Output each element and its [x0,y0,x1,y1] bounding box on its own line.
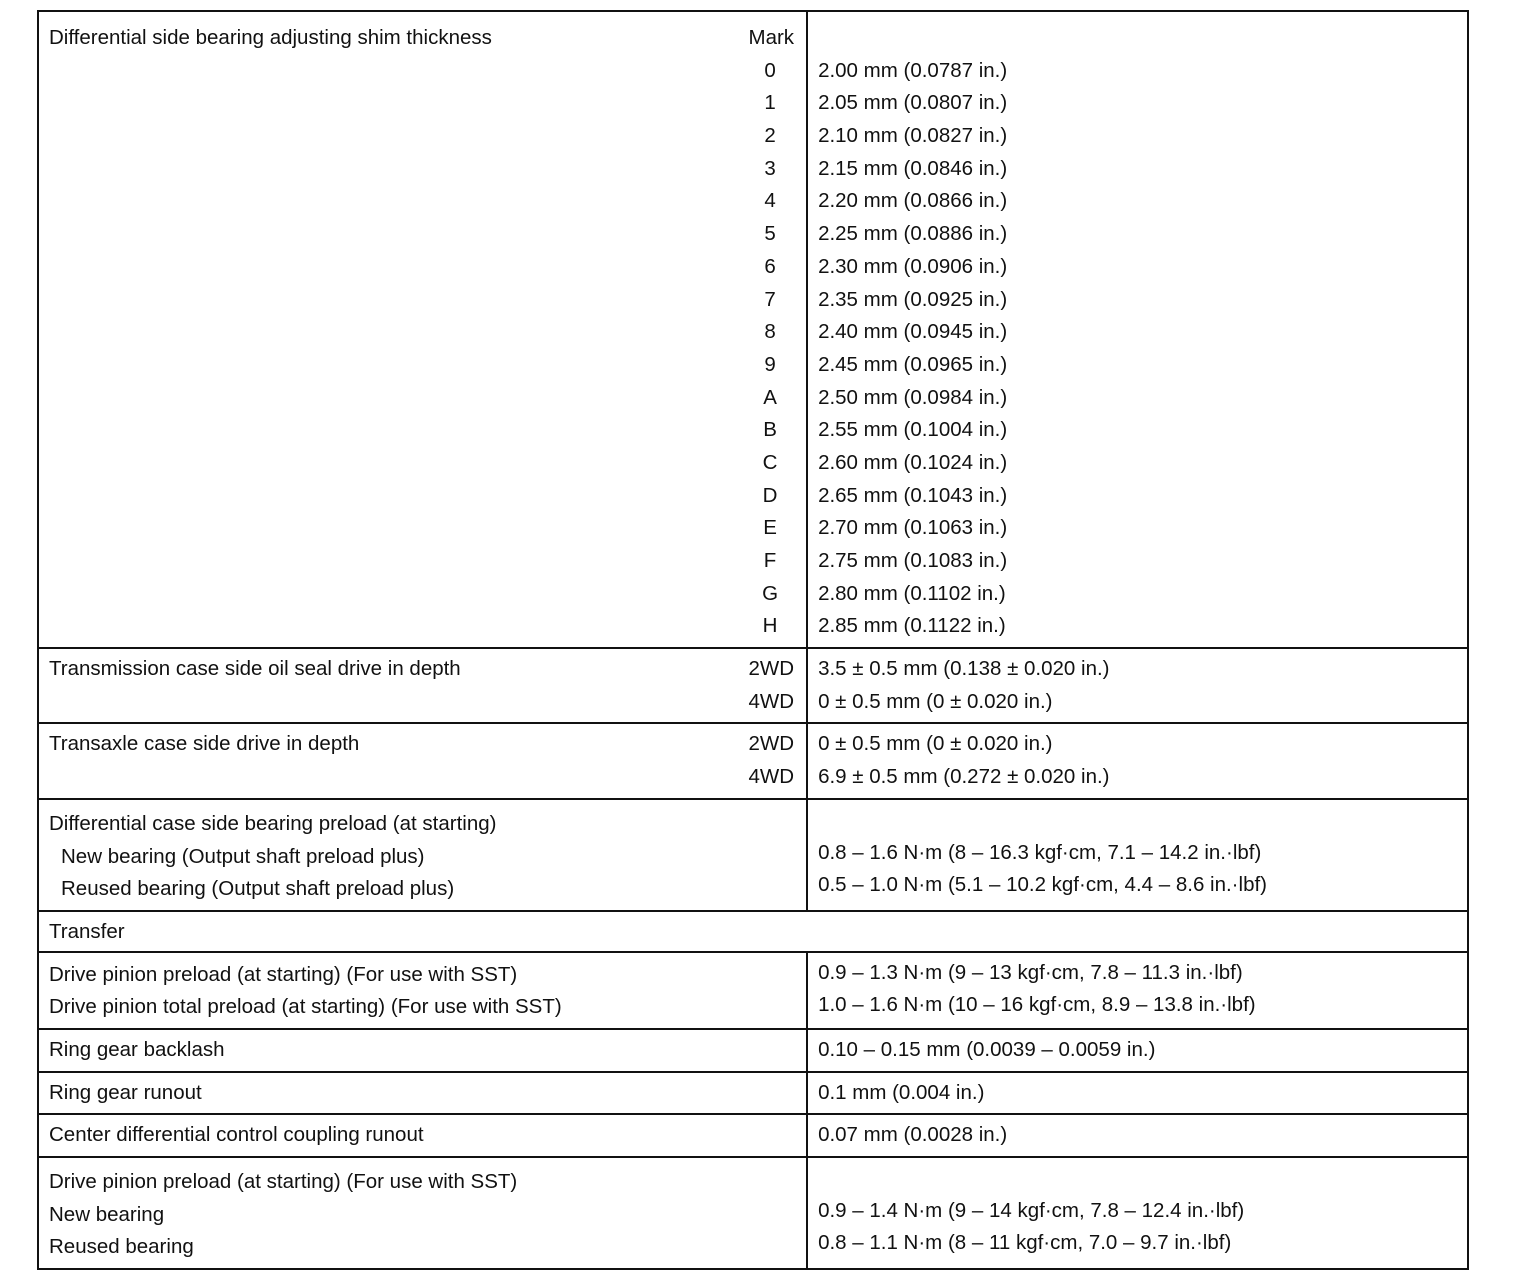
pinion-sst-value-cell [807,952,1468,1029]
shim-value: 2.50 mm (0.0984 in.) [818,385,1008,409]
transaxle-depth-value-cell [807,723,1468,798]
shim-value: 2.30 mm (0.0906 in.) [818,254,1008,278]
shim-header-line [39,22,806,55]
runout-value-cell [807,1072,1468,1115]
shim-value: 2.05 mm (0.0807 in.) [818,91,1008,115]
backlash-label-cell [38,1029,807,1072]
trans-seal-tag: 2WD [748,657,795,681]
spec-table [37,10,1469,1270]
runout-value: 0.1 mm (0.004 in.) [818,1080,985,1104]
transaxle-depth-label: Transaxle case side drive in depth [49,732,360,756]
shim-mark: 6 [764,254,776,278]
shim-mark: D [762,483,778,507]
diff-preload-title: Differential case side bearing preload (at starting) [49,811,497,835]
shim-value: 2.15 mm (0.0846 in.) [818,156,1008,180]
pinion-preload-title: Drive pinion preload (at starting) (For use with SST) [49,1170,518,1193]
shim-value: 2.60 mm (0.1024 in.) [818,450,1008,474]
transaxle-depth-tag: 2WD [748,732,795,756]
shim-mark: 0 [764,58,776,82]
shim-mark: A [763,385,777,409]
shim-title: Differential side bearing adjusting shim thickness [49,26,492,49]
coupling-value: 0.07 mm (0.0028 in.) [818,1123,1008,1147]
diff-preload-value: 0.5 – 1.0 N·m (5.1 – 10.2 kgf·cm, 4.4 – 8.6 in.·lbf) [818,873,1267,897]
pinion-sst-value: 1.0 – 1.6 N·m (10 – 16 kgf·cm, 8.9 – 13.8 in.·lbf) [818,993,1256,1017]
coupling-label: Center differential control coupling runout [49,1123,424,1147]
pinion-sst-label: Drive pinion total preload (at starting) (For use with SST) [49,995,562,1019]
transaxle-depth-tag: 4WD [748,765,795,789]
backlash-label: Ring gear backlash [49,1037,225,1061]
pinion-preload-value-cell [807,1157,1468,1269]
shim-mark: G [762,581,779,605]
shim-mark: 4 [764,189,776,213]
diff-preload-row [38,799,1468,911]
pinion-preload-label-cell [38,1157,807,1269]
runout-label: Ring gear runout [49,1080,202,1104]
transaxle-depth-row [38,723,1468,798]
pinion-sst-value: 0.9 – 1.3 N·m (9 – 13 kgf·cm, 7.8 – 11.3 in.·lbf) [818,960,1243,984]
diff-preload-label: Reused bearing (Output shaft preload plus) [61,877,455,901]
trans-seal-label-cell [38,648,807,723]
shim-label-cell [38,11,807,648]
shim-value: 2.65 mm (0.1043 in.) [818,483,1008,507]
shim-mark: 1 [764,91,776,115]
trans-seal-tag: 4WD [748,689,795,713]
diff-preload-value: 0.8 – 1.6 N·m (8 – 16.3 kgf·cm, 7.1 – 14.2 in.·lbf) [818,840,1262,864]
runout-row [38,1072,1468,1115]
runout-label-cell [38,1072,807,1115]
pinion-preload-label: New bearing [49,1202,165,1226]
transaxle-depth-value: 6.9 ± 0.5 mm (0.272 ± 0.020 in.) [818,765,1110,789]
shim-mark: F [763,549,777,572]
pinion-sst-label: Drive pinion preload (at starting) (For use with SST) [49,962,518,986]
diff-preload-value-cell [807,799,1468,911]
trans-seal-row [38,648,1468,723]
diff-preload-label-cell [38,799,807,911]
pinion-sst-row [38,952,1468,1029]
coupling-row [38,1114,1468,1157]
pinion-preload-row [38,1157,1468,1269]
diff-preload-label: New bearing (Output shaft preload plus) [61,844,425,868]
shim-mark: E [763,516,777,540]
transaxle-depth-value: 0 ± 0.5 mm (0 ± 0.020 in.) [818,732,1053,756]
shim-value: 2.55 mm (0.1004 in.) [818,418,1008,442]
backlash-value: 0.10 – 0.15 mm (0.0039 – 0.0059 in.) [818,1037,1156,1061]
shim-mark: 9 [764,352,776,376]
backlash-value-cell [807,1029,1468,1072]
shim-value: 2.80 mm (0.1102 in.) [818,581,1006,605]
mark-header: Mark [748,26,795,49]
shim-mark: 5 [764,222,776,246]
backlash-row [38,1029,1468,1072]
transfer-label: Transfer [49,919,125,943]
trans-seal-value: 3.5 ± 0.5 mm (0.138 ± 0.020 in.) [818,657,1110,681]
shim-value: 2.20 mm (0.0866 in.) [818,189,1008,213]
shim-mark: H [762,614,778,638]
shim-value-cell [807,11,1468,648]
shim-value: 2.85 mm (0.1122 in.) [818,614,1006,638]
trans-seal-value-cell [807,648,1468,723]
shim-mark: 8 [764,320,776,344]
transaxle-depth-label-cell [38,723,807,798]
pinion-preload-value: 0.9 – 1.4 N·m (9 – 14 kgf·cm, 7.8 – 12.4 in.·lbf) [818,1198,1245,1222]
shim-value: 2.25 mm (0.0886 in.) [818,222,1008,246]
shim-value: 2.35 mm (0.0925 in.) [818,287,1008,311]
shim-mark: B [763,418,777,442]
coupling-value-cell [807,1114,1468,1157]
shim-value: 2.40 mm (0.0945 in.) [818,320,1008,344]
trans-seal-label: Transmission case side oil seal drive in depth [49,657,461,681]
pinion-preload-value: 0.8 – 1.1 N·m (8 – 11 kgf·cm, 7.0 – 9.7 in.·lbf) [818,1231,1232,1255]
trans-seal-value: 0 ± 0.5 mm (0 ± 0.020 in.) [818,689,1053,713]
shim-value: 2.10 mm (0.0827 in.) [818,124,1008,148]
shim-mark: 3 [764,156,776,180]
coupling-label-cell [38,1114,807,1157]
shim-value: 2.70 mm (0.1063 in.) [818,516,1008,540]
shim-mark: 2 [764,124,776,148]
pinion-preload-label: Reused bearing [49,1235,194,1259]
shim-mark: 7 [764,287,776,311]
shim-value: 2.00 mm (0.0787 in.) [818,58,1008,82]
transfer-cell [38,911,1468,952]
transfer-row [38,911,1468,952]
shim-value: 2.45 mm (0.0965 in.) [818,352,1008,376]
shim-row [38,11,1468,648]
shim-mark: C [762,450,778,474]
pinion-sst-label-cell [38,952,807,1029]
shim-value: 2.75 mm (0.1083 in.) [818,549,1008,572]
